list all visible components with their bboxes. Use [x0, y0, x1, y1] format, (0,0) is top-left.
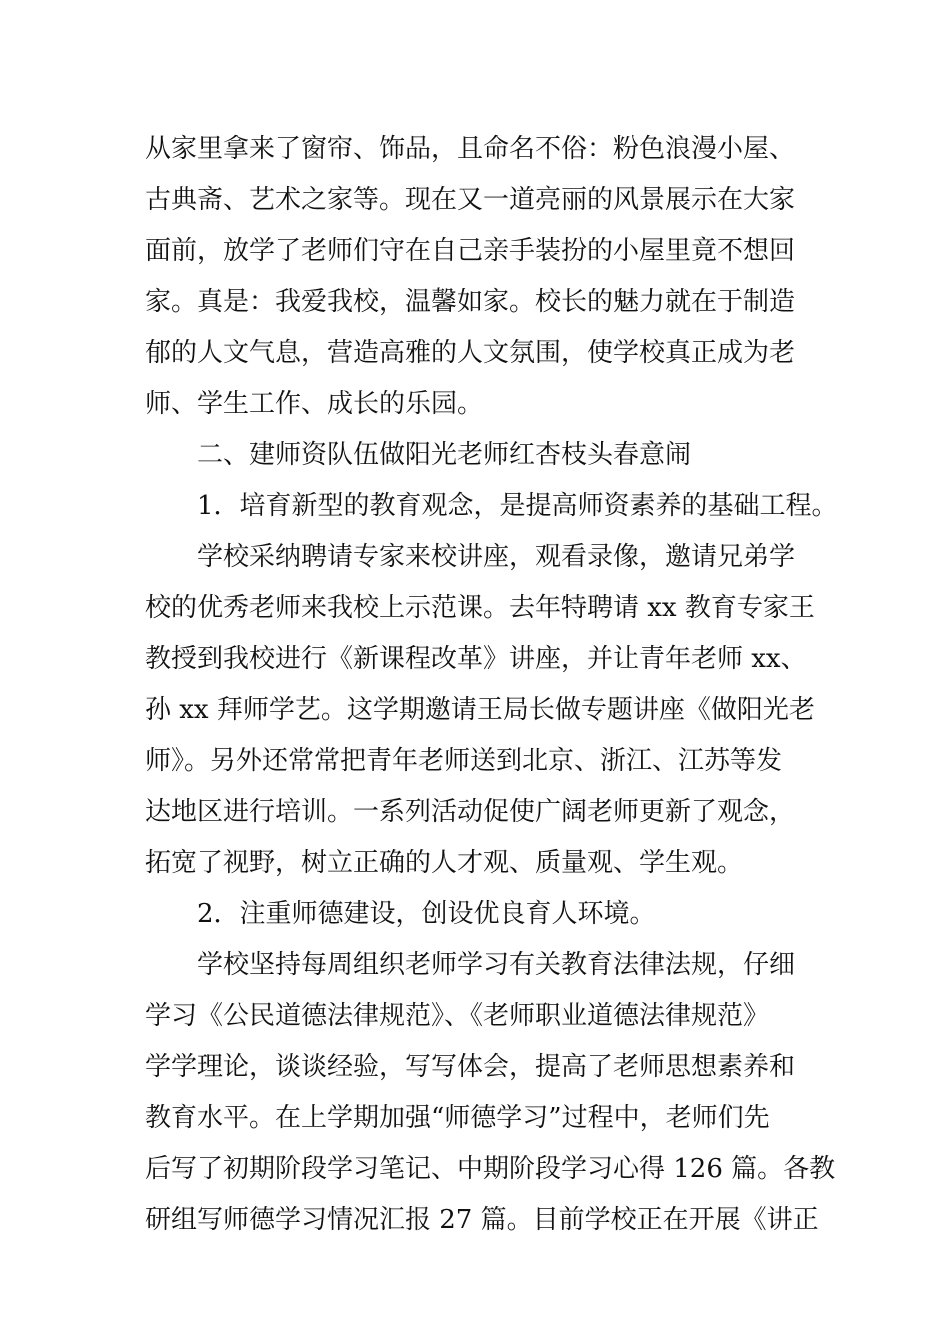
- body-line: 从家里拿来了窗帘、饰品，且命名不俗：粉色浪漫小屋、: [145, 134, 796, 164]
- body-line: 教育水平。在上学期加强“师德学习”过程中，老师们先: [145, 1103, 770, 1133]
- body-line: 后写了初期阶段学习笔记、中期阶段学习心得 126 篇。各教: [145, 1154, 836, 1184]
- body-line: 达地区进行培训。一系列活动促使广阔老师更新了观念，: [145, 797, 796, 827]
- subsection-heading: 1．培育新型的教育观念，是提高师资素养的基础工程。: [197, 491, 838, 521]
- body-line: 学校坚持每周组织老师学习有关教育法律法规，仔细: [197, 950, 796, 980]
- body-line: 学学理论，谈谈经验，写写体会，提高了老师思想素养和: [145, 1052, 796, 1082]
- body-line: 教授到我校进行《新课程改革》讲座，并让青年老师 xx、: [145, 644, 807, 674]
- subsection-heading: 2．注重师德建设，创设优良育人环境。: [197, 899, 656, 929]
- body-line: 面前，放学了老师们守在自己亲手装扮的小屋里竟不想回: [145, 236, 796, 266]
- section-heading: 二、建师资队伍做阳光老师红杏枝头春意闹: [197, 440, 692, 470]
- document-body: [145, 124, 838, 1246]
- body-line: 孙 xx 拜师学艺。这学期邀请王局长做专题讲座《做阳光老: [145, 695, 815, 725]
- body-line: 师》。另外还常常把青年老师送到北京、浙江、江苏等发: [145, 746, 783, 776]
- body-line: 拓宽了视野，树立正确的人才观、质量观、学生观。: [145, 848, 744, 878]
- body-line: 古典斋、艺术之家等。现在又一道亮丽的风景展示在大家: [145, 185, 796, 215]
- body-line: 郁的人文气息，营造高雅的人文氛围，使学校真正成为老: [145, 338, 796, 368]
- body-line: 研组写师德学习情况汇报 27 篇。目前学校正在开展《讲正: [145, 1205, 819, 1235]
- body-line: 师、学生工作、成长的乐园。: [145, 389, 484, 419]
- body-line: 家。真是：我爱我校，温馨如家。校长的魅力就在于制造: [145, 287, 796, 317]
- body-line: 学习《公民道德法律规范》、《老师职业道德法律规范》: [145, 1001, 770, 1031]
- body-line: 学校采纳聘请专家来校讲座，观看录像，邀请兄弟学: [197, 542, 796, 572]
- body-line: 校的优秀老师来我校上示范课。去年特聘请 xx 教育专家王: [145, 593, 815, 623]
